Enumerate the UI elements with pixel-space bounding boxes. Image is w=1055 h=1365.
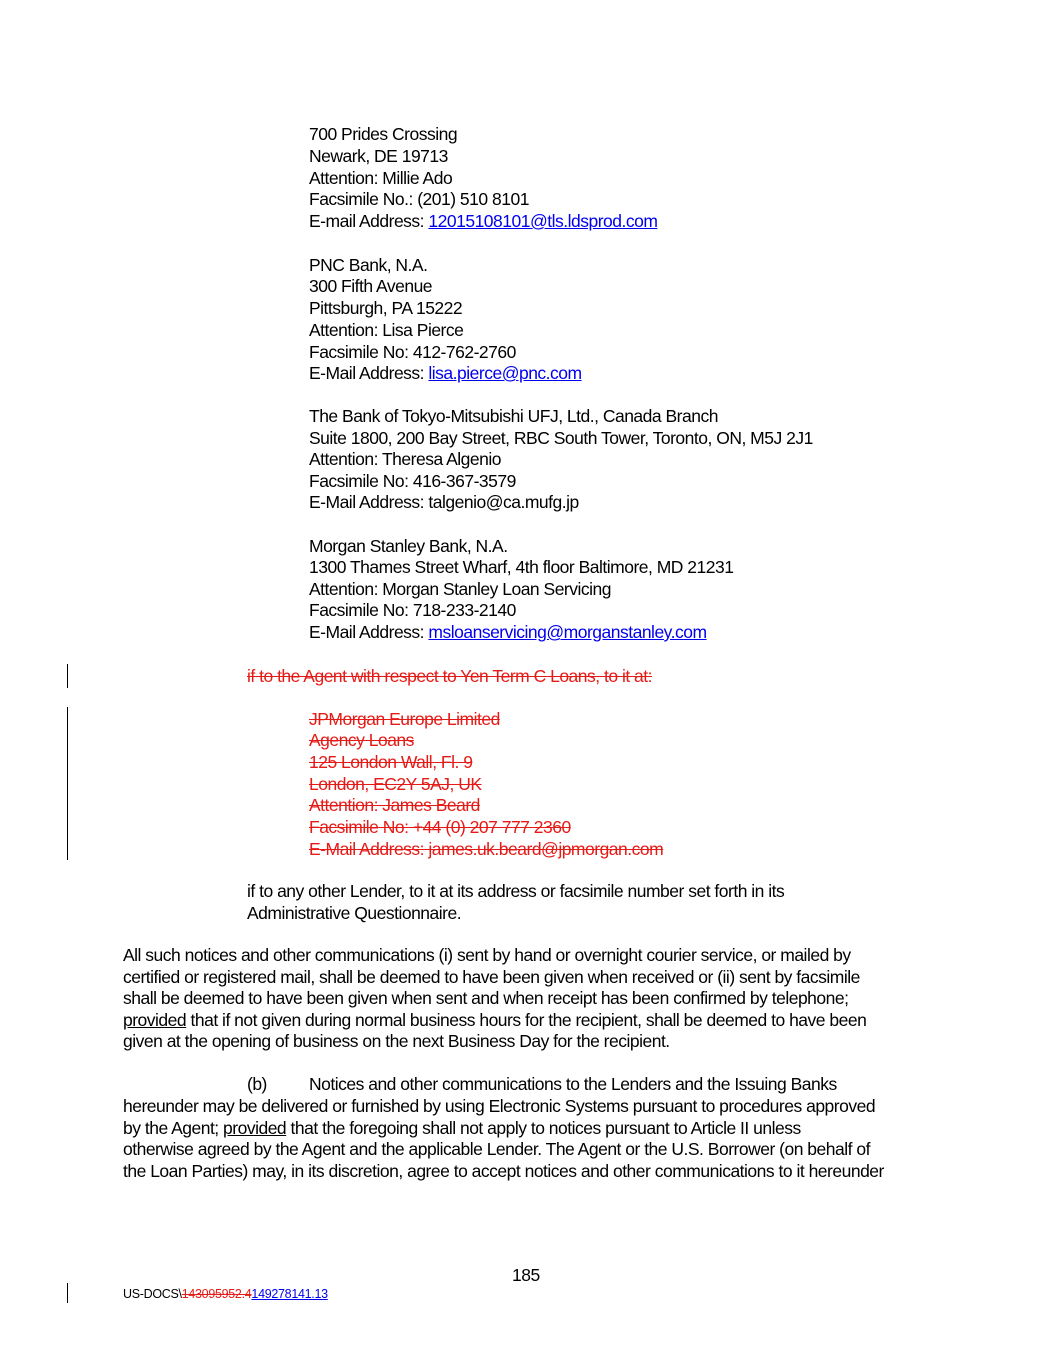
paragraph-line: hereunder may be delivered or furnished by using Electronic Systems pursuant to procedures approved bbox=[123, 1096, 876, 1116]
deleted-address-line: Facsimile No: +44 (0) 207 777 2360 bbox=[309, 817, 571, 837]
bank-name: PNC Bank, N.A. bbox=[309, 255, 428, 275]
email-link[interactable]: msloanservicing@morganstanley.com bbox=[428, 622, 707, 642]
address-fax: Facsimile No: 718-233-2140 bbox=[309, 600, 516, 620]
deleted-address-line: JPMorgan Europe Limited bbox=[309, 709, 500, 729]
footer-inserted-id: 149278141.13 bbox=[251, 1287, 328, 1301]
address-fax: Facsimile No: 416-367-3579 bbox=[309, 471, 516, 491]
paragraph-line: the Loan Parties) may, in its discretion, agree to accept notices and other communications to it hereunder bbox=[123, 1161, 884, 1181]
other-lender-text: if to any other Lender, to it at its address or facsimile number set forth in its bbox=[247, 881, 785, 901]
paragraph-line: Notices and other communications to the Lenders and the Issuing Banks bbox=[309, 1074, 837, 1094]
address-line: 300 Fifth Avenue bbox=[309, 276, 433, 296]
footer-prefix: US-DOCS\ bbox=[123, 1287, 182, 1301]
paragraph-line: certified or registered mail, shall be deemed to have been given when received or (ii) sent by facsimile bbox=[123, 967, 860, 987]
email-label: E-mail Address: bbox=[309, 211, 429, 231]
deleted-address-line: E-Mail Address: james.uk.beard@jpmorgan.com bbox=[309, 839, 664, 859]
deleted-address-line: 125 London Wall, Fl. 9 bbox=[309, 752, 473, 772]
paragraph-line: otherwise agreed by the Agent and the applicable Lender. The Agent or the U.S. Borrower (on behalf of bbox=[123, 1139, 870, 1159]
address-attention: Attention: Theresa Algenio bbox=[309, 449, 501, 469]
page-number: 185 bbox=[512, 1265, 540, 1285]
bank-name: Morgan Stanley Bank, N.A. bbox=[309, 536, 508, 556]
deleted-address-line: Attention: James Beard bbox=[309, 795, 480, 815]
deleted-address-line: London, EC2Y 5AJ, UK bbox=[309, 774, 482, 794]
deleted-address-line: Agency Loans bbox=[309, 730, 414, 750]
address-email-row bbox=[309, 363, 582, 385]
paragraph-line: given at the opening of business on the next Business Day for the recipient. bbox=[123, 1031, 670, 1051]
change-bar bbox=[67, 664, 68, 688]
paragraph-line: All such notices and other communications (i) sent by hand or overnight courier service, or mailed by bbox=[123, 945, 851, 965]
paragraph-label: (b) bbox=[247, 1074, 267, 1094]
paragraph-text: that the foregoing shall not apply to notices pursuant to Article II unless bbox=[286, 1118, 801, 1138]
provided-term: provided bbox=[123, 1010, 187, 1030]
address-line: Newark, DE 19713 bbox=[309, 146, 448, 166]
paragraph-line: shall be deemed to have been given when sent and when receipt has been confirmed by telephone; bbox=[123, 988, 849, 1008]
other-lender-text: Administrative Questionnaire. bbox=[247, 903, 462, 923]
paragraph-line bbox=[123, 1010, 866, 1032]
email-label: E-Mail Address: bbox=[309, 622, 429, 642]
email-label: E-Mail Address: bbox=[309, 363, 429, 383]
deleted-heading: if to the Agent with respect to Yen Term C Loans, to it at: bbox=[247, 666, 653, 686]
bank-name: The Bank of Tokyo-Mitsubishi UFJ, Ltd., Canada Branch bbox=[309, 406, 718, 426]
address-fax: Facsimile No.: (201) 510 8101 bbox=[309, 189, 529, 209]
address-attention: Attention: Morgan Stanley Loan Servicing bbox=[309, 579, 611, 599]
address-email: E-Mail Address: talgenio@ca.mufg.jp bbox=[309, 492, 579, 512]
address-attention: Attention: Lisa Pierce bbox=[309, 320, 464, 340]
address-line: 1300 Thames Street Wharf, 4th floor Baltimore, MD 21231 bbox=[309, 557, 734, 577]
address-fax: Facsimile No: 412-762-2760 bbox=[309, 342, 516, 362]
paragraph-text: that if not given during normal business hours for the recipient, shall be deemed to have been bbox=[186, 1010, 867, 1030]
paragraph-line bbox=[123, 1118, 801, 1140]
address-line: 700 Prides Crossing bbox=[309, 124, 458, 144]
footer-doc-id bbox=[123, 1287, 328, 1301]
address-email-row bbox=[309, 622, 707, 644]
footer-deleted-id: 143095952.4 bbox=[181, 1287, 252, 1301]
email-link[interactable]: 12015108101@tls.ldsprod.com bbox=[428, 211, 658, 231]
address-line: Suite 1800, 200 Bay Street, RBC South Tower, Toronto, ON, M5J 2J1 bbox=[309, 428, 813, 448]
address-email-row bbox=[309, 211, 657, 233]
paragraph-text: by the Agent; bbox=[123, 1118, 224, 1138]
email-link[interactable]: lisa.pierce@pnc.com bbox=[428, 363, 582, 383]
address-line: Pittsburgh, PA 15222 bbox=[309, 298, 463, 318]
change-bar bbox=[67, 1283, 68, 1303]
address-attention: Attention: Millie Ado bbox=[309, 168, 453, 188]
provided-term: provided bbox=[223, 1118, 287, 1138]
change-bar bbox=[67, 707, 68, 860]
